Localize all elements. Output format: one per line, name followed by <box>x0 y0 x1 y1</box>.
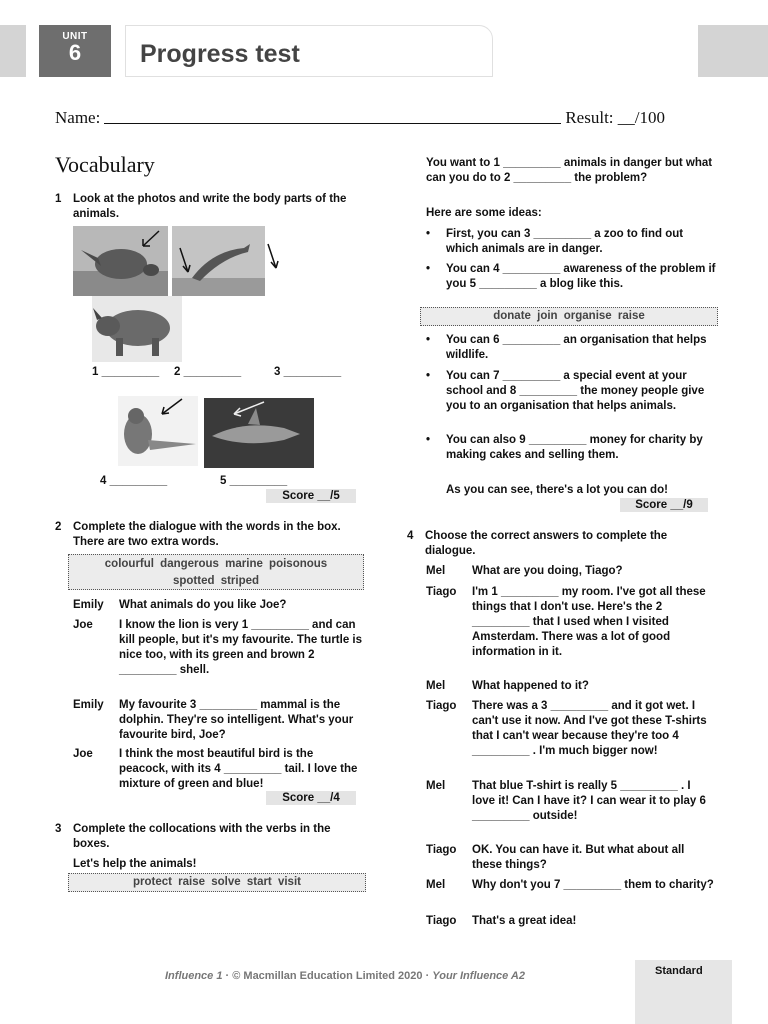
line-text: OK. You can have it. But what about all these things? <box>472 844 685 871</box>
line-text: That blue T-shirt is really 5 _________ . I love it! Can I have it? I can wear it to play 6 _________ outside! <box>472 780 706 822</box>
bullet-text: You can 6 _________ an organisation that helps wildlife. <box>446 334 707 361</box>
speaker: Mel <box>426 879 446 891</box>
ex2-line-1 <box>73 598 363 613</box>
header-decor-right <box>698 25 768 77</box>
footer-series: Your Influence A2 <box>432 970 525 982</box>
ex1-instruction-block <box>55 192 360 222</box>
ex2-words-line1: colourful dangerous marine poisonous <box>104 558 328 570</box>
turtle-photo <box>73 226 168 296</box>
speaker: Emily <box>73 599 104 611</box>
speaker: Tiago <box>426 915 457 927</box>
ex2-instruction: Complete the dialogue with the words in the box. There are two extra words. <box>73 521 341 548</box>
parrot-photo <box>118 396 198 466</box>
ex2-score: Score __/4 <box>266 791 356 805</box>
ex4-line-5 <box>426 779 716 824</box>
line-text: My favourite 3 _________ mammal is the dolphin. They're so intelligent. What's your favourite bird, Joe? <box>119 699 354 741</box>
line-text: Why don't you 7 _________ them to charity? <box>472 879 714 891</box>
speaker: Joe <box>73 748 93 760</box>
rhino-photo <box>92 296 182 362</box>
bullet-icon: • <box>426 263 431 275</box>
ex2-number: 2 <box>55 521 62 533</box>
line-text: I know the lion is very 1 _________ and can kill people, but it's my favourite. The turtle is nice too, with its green and brown 2 _________ shell. <box>119 619 362 676</box>
ex4-instruction-block <box>407 529 717 559</box>
ex3-score: Score __/9 <box>620 498 708 512</box>
line-text: I think the most beautiful bird is the peacock, with its 4 _________ tail. I love the mixture of green and blue! <box>119 748 358 790</box>
ex3-bullet-1 <box>426 227 716 257</box>
ex3-subtitle: Let's help the animals! <box>73 858 197 870</box>
ex4-line-7 <box>426 878 716 893</box>
ex1-blank-1[interactable]: 1 _________ <box>92 366 160 378</box>
line-text: There was a 3 _________ and it got wet. I can't use it now. And I've got these T-shirts that I can't wear because they're too 4 _________ . I'm much bigger now! <box>472 700 707 757</box>
ex4-instruction: Choose the correct answers to complete the dialogue. <box>425 530 668 557</box>
ex4-line-2 <box>426 585 716 660</box>
speaker: Tiago <box>426 700 457 712</box>
line-text: What happened to it? <box>472 680 589 692</box>
ex2-line-4 <box>73 747 363 792</box>
name-blank[interactable] <box>104 108 561 124</box>
line-text: That's a great idea! <box>472 915 577 927</box>
ex1-number: 1 <box>55 193 62 205</box>
ex3-bullet-4 <box>426 369 716 414</box>
bullet-icon: • <box>426 370 431 382</box>
bullet-text: You can 7 _________ a special event at your school and 8 _________ the money people give you to an organisation that helps animals. <box>446 370 705 412</box>
ex1-instruction: Look at the photos and write the body parts of the animals. <box>73 193 347 220</box>
footer-book: Influence 1 <box>165 970 223 982</box>
bullet-text: You can also 9 _________ money for charity by making cakes and selling them. <box>446 434 703 461</box>
ex3-intro: You want to 1 _________ animals in danger but what can you do to 2 _________ the problem? <box>426 157 713 184</box>
footer-copyright <box>165 970 525 982</box>
dolphin-photo <box>172 226 282 296</box>
ex1-blank-3[interactable]: 3 _________ <box>274 366 342 378</box>
name-label: Name: <box>55 108 101 127</box>
shark-photo <box>204 398 314 468</box>
header-decor-left <box>0 25 26 77</box>
ex4-line-3 <box>426 679 716 694</box>
ex3-word-box-2: donate join organise raise <box>420 307 718 326</box>
speaker: Mel <box>426 565 446 577</box>
page-title: Progress test <box>140 40 300 68</box>
ex1-blank-2[interactable]: 2 _________ <box>174 366 242 378</box>
level-label: Standard <box>655 965 703 977</box>
ex3-instruction: Complete the collocations with the verbs in the boxes. <box>73 823 331 850</box>
speaker: Emily <box>73 699 104 711</box>
ex2-words-line2: spotted striped <box>172 575 260 587</box>
ex1-blank-4[interactable]: 4 _________ <box>100 475 168 487</box>
ex4-line-4 <box>426 699 716 759</box>
speaker: Mel <box>426 680 446 692</box>
name-result-line <box>55 108 665 128</box>
ex1-score: Score __/5 <box>266 489 356 503</box>
ex3-word-box-1: protect raise solve start visit <box>68 873 366 892</box>
ex2-line-3 <box>73 698 363 743</box>
ex3-instruction-block <box>55 822 360 852</box>
bullet-icon: • <box>426 434 431 446</box>
ex2-line-2 <box>73 618 363 678</box>
line-text: What are you doing, Tiago? <box>472 565 623 577</box>
ex1-blank-5[interactable]: 5 _________ <box>220 475 288 487</box>
ex3-bullet-2 <box>426 262 716 292</box>
ex3-ideas: Here are some ideas: <box>426 207 542 219</box>
speaker: Tiago <box>426 844 457 856</box>
ex3-closing: As you can see, there's a lot you can do! <box>446 484 668 496</box>
title-box <box>125 25 493 77</box>
ex3-bullet-3 <box>426 333 716 363</box>
bullet-icon: • <box>426 334 431 346</box>
speaker: Tiago <box>426 586 457 598</box>
ex4-line-6 <box>426 843 716 873</box>
bullet-text: First, you can 3 _________ a zoo to find out which animals are in danger. <box>446 228 684 255</box>
section-title: Vocabulary <box>55 152 155 177</box>
ex3-bullet-5 <box>426 433 716 463</box>
footer-publisher: · © Macmillan Education Limited 2020 · <box>222 970 433 982</box>
bullet-icon: • <box>426 228 431 240</box>
ex2-word-box <box>68 554 364 590</box>
bullet-text: You can 4 _________ awareness of the problem if you 5 _________ a blog like this. <box>446 263 716 290</box>
unit-label: UNIT <box>62 31 88 42</box>
unit-number: 6 <box>68 40 82 65</box>
unit-badge <box>39 25 111 77</box>
level-badge <box>635 960 732 1024</box>
ex2-instruction-block <box>55 520 360 550</box>
result-label: Result: __/100 <box>565 108 665 127</box>
line-text: I'm 1 _________ my room. I've got all these things that I don't use. Here's the 2 _________ that I used when I visited Amsterdam. There was a lot of good information in it. <box>472 586 706 658</box>
ex4-line-1 <box>426 564 716 579</box>
ex4-line-8 <box>426 914 716 929</box>
ex4-number: 4 <box>407 530 414 542</box>
line-text: What animals do you like Joe? <box>119 599 287 611</box>
speaker: Joe <box>73 619 93 631</box>
ex3-number: 3 <box>55 823 62 835</box>
speaker: Mel <box>426 780 446 792</box>
